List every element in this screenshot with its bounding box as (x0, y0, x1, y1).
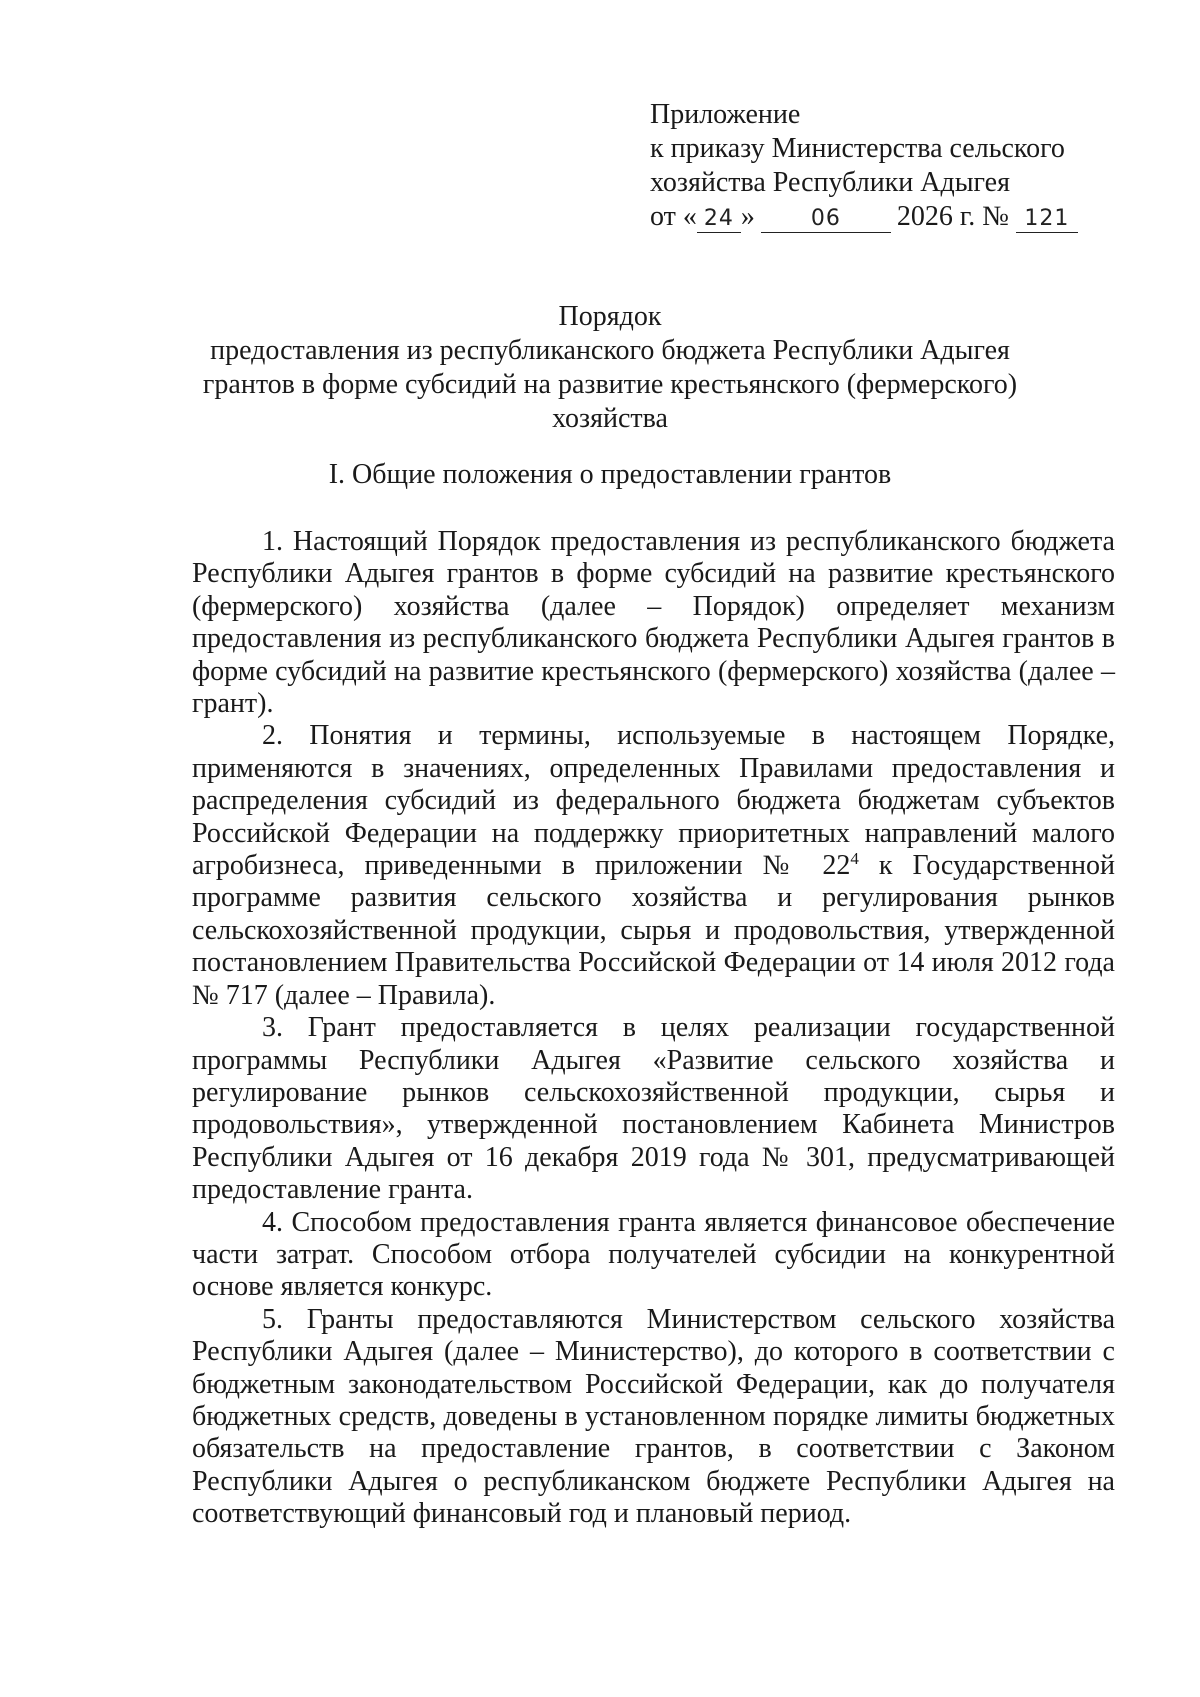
title-line-1: Порядок (558, 301, 662, 332)
date-prefix: от « (650, 201, 697, 232)
appendix-order-ref: к приказу Министерства сельского (650, 133, 1065, 164)
order-number-handwritten: 121 (1024, 206, 1070, 231)
appendix-ministry: хозяйства Республики Адыгея (650, 167, 1010, 198)
date-day-field (697, 204, 741, 233)
order-number-field (1016, 204, 1078, 233)
paragraph-2-part-1: 2. Понятия и термины, используемые в настоящем Порядке, применяются в значениях, определенных Правилами предоставления и распределения субсидий из федерального бюджета бюджетам субъектов Российской Федерации на поддержку приоритетных направлений малого агробизнеса, приведенными в приложении № 22 (192, 720, 1115, 882)
document-body (192, 526, 1115, 1531)
date-month-field (761, 204, 891, 233)
paragraph-4: 4. Способом предоставления гранта является финансовое обеспечение части затрат. Способом отбора получателей субсидии на конкурентной основе является конкурс. (192, 1206, 1115, 1303)
date-year-label: 2026 г. № (896, 201, 1009, 232)
paragraph-2-part-2: к Государственной программе развития сельского хозяйства и регулирования рынков сельскохозяйственной продукции, сырья и продовольствия, утвержденной постановлением Правительства Российской Федерации от 14 июля 2012 года № 717 (далее – Правила). (192, 850, 1115, 1011)
date-day-handwritten: 24 (703, 206, 734, 231)
date-close-quote: » (740, 201, 755, 232)
title-line-4: хозяйства (552, 403, 668, 434)
paragraph-1: 1. Настоящий Порядок предоставления из республиканского бюджета Республики Адыгея грантов в форме субсидий на развитие крестьянского (фермерского) хозяйства (далее – Порядок) определяет механизм предоставления из республиканского бюджета Республики Адыгея грантов в форме субсидий на развитие крестьянского (фермерского) хозяйства (далее – грант). (192, 526, 1115, 720)
appendix-date-line (650, 200, 1078, 234)
superscript-4: 4 (850, 849, 859, 869)
document-title (150, 300, 1070, 436)
appendix-title: Приложение (650, 99, 801, 130)
paragraph-2 (192, 720, 1115, 1012)
appendix-header (650, 98, 1078, 234)
date-month-handwritten: 06 (810, 206, 841, 231)
title-line-3: грантов в форме субсидий на развитие крестьянского (фермерского) (202, 369, 1018, 400)
paragraph-5: 5. Гранты предоставляются Министерством сельского хозяйства Республики Адыгея (далее – Министерство), до которого в соответствии с бюджетным законодательством Российской Федерации, как до получателя бюджетных средств, доведены в установленном порядке лимиты бюджетных обязательств на предоставление грантов, в соответствии с Законом Республики Адыгея о республиканском бюджете Республики Адыгея на соответствующий финансовый год и плановый период. (192, 1303, 1115, 1530)
paragraph-3: 3. Грант предоставляется в целях реализации государственной программы Республики Адыгея «Развитие сельского хозяйства и регулирование рынков сельскохозяйственной продукции, сырья и продовольствия», утвержденной постановлением Кабинета Министров Республики Адыгея от 16 декабря 2019 года № 301, предусматривающей предоставление гранта. (192, 1012, 1115, 1206)
section-heading: I. Общие положения о предоставлении грантов (328, 459, 892, 490)
title-line-2: предоставления из республиканского бюджета Республики Адыгея (210, 335, 1010, 366)
